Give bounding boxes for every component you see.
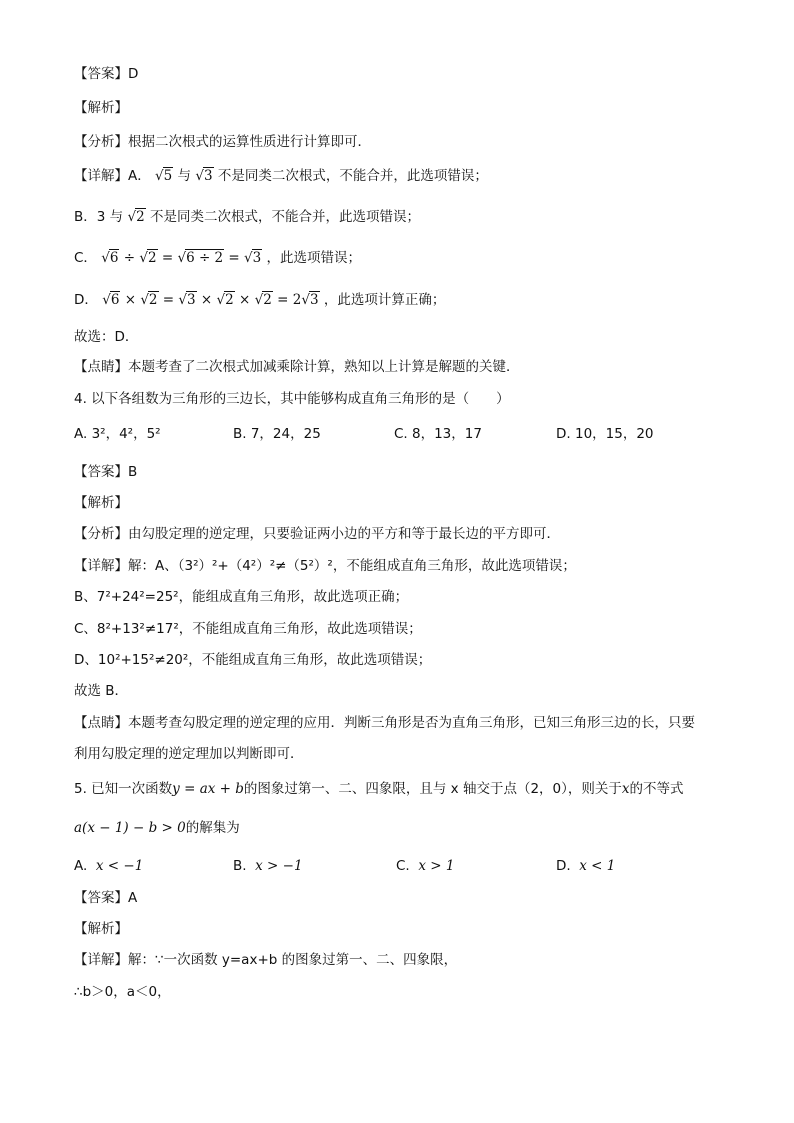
q5-option-c: C. x > 1 (396, 858, 455, 874)
q5-conclusion: ∴b＞0，a＜0， (74, 984, 171, 1000)
q5-stem-end: 的不等式 (629, 781, 684, 797)
q4-detail-d: D、10²+15²≠20²，不能组成直角三角形，故此选项错误； (74, 652, 432, 668)
q5-variable-x: x (621, 781, 630, 797)
q4-option-a: A. 3²，4²，5² (74, 426, 161, 442)
q5-answer: 【答案】A (74, 890, 138, 906)
q4-detail-b: B、7²+24²=25²，能组成直角三角形，故此选项正确； (74, 589, 409, 605)
q3-detail-mid: 与 (177, 168, 192, 184)
q3-detail-b (74, 207, 420, 227)
q3-c-formula: √6 ÷ √2 = √6 ÷ 2 = √3 (101, 250, 262, 266)
q3-analysis-heading: 【解析】 (74, 100, 128, 116)
q5-option-a: A. x < −1 (74, 858, 144, 874)
q3-detail-a (74, 166, 488, 186)
q5-detail: 【详解】解：∵一次函数 y=ax+b 的图象过第一、二、四象限， (74, 952, 458, 968)
q3-fenxi: 【分析】根据二次根式的运算性质进行计算即可． (74, 134, 371, 150)
q3-c-text: ，此选项错误； (266, 250, 362, 266)
q4-analysis-heading: 【解析】 (74, 495, 128, 511)
q5-function-expr: y = ax + b (172, 781, 244, 797)
q5-stem-middle: 的图象过第一、二、四象限，且与 x 轴交于点（2，0），则关于 (243, 781, 622, 797)
q3-d-formula: √6 × √2 = √3 × √2 × √2 = 2√3 (102, 292, 319, 308)
q5-stem-start: 5. 已知一次函数 (74, 781, 173, 797)
q3-d-text: ，此选项计算正确； (323, 292, 446, 308)
q4-detail: 【详解】解：A、（3²）²+（4²）²≠（5²）²，不能组成直角三角形，故此选项错误； (74, 558, 576, 574)
q3-detail-prefix: 【详解】A． (74, 168, 151, 184)
q3-b-prefix: B．3 与 (74, 209, 124, 225)
q5-option-d: D. x < 1 (556, 858, 616, 874)
q4-dianjing-1: 【点睛】本题考查勾股定理的逆定理的应用．判断三角形是否为直角三角形，已知三角形三边的长，只要 (74, 715, 695, 731)
q3-c-prefix: C． (74, 250, 97, 266)
q5-stem-tail: 的解集为 (185, 820, 240, 836)
q3-b-text: 不是同类二次根式，不能合并，此选项错误； (149, 209, 420, 225)
q3-detail-c (74, 248, 361, 268)
q4-stem: 4. 以下各组数为三角形的三边长，其中能够构成直角三角形的是（ ） (74, 391, 510, 407)
q4-dianjing-2: 利用勾股定理的逆定理加以判断即可． (74, 746, 304, 762)
q3-d-prefix: D． (74, 292, 98, 308)
q3-detail-a-text: 不是同类二次根式，不能合并，此选项错误； (217, 168, 488, 184)
q4-option-d: D. 10，15，20 (556, 426, 654, 442)
q5-stem-line-1 (74, 779, 684, 799)
sqrt-5: √5 (155, 168, 173, 184)
q4-detail-c: C、8²+13²≠17²，不能组成直角三角形，故此选项错误； (74, 621, 422, 637)
q5-option-b: B. x > −1 (233, 858, 303, 874)
q3-answer: 【答案】D (74, 66, 139, 82)
q4-option-b: B. 7，24，25 (233, 426, 321, 442)
q5-analysis-heading: 【解析】 (74, 921, 128, 937)
q4-choose: 故选 B． (74, 683, 129, 699)
q3-dianjing: 【点睛】本题考查了二次根式加减乘除计算，熟知以上计算是解题的关键． (74, 359, 520, 375)
q4-answer: 【答案】B (74, 464, 138, 480)
sqrt-2: √2 (127, 209, 145, 225)
sqrt-3: √3 (195, 168, 213, 184)
q4-option-c: C. 8，13，17 (394, 426, 482, 442)
q4-fenxi: 【分析】由勾股定理的逆定理，只要验证两小边的平方和等于最长边的平方即可． (74, 526, 560, 542)
q5-inequality-expr: a(x − 1) − b > 0 (74, 820, 186, 836)
q3-choose: 故选：D． (74, 329, 139, 345)
q3-detail-d (74, 290, 445, 310)
q5-stem-line-2 (74, 818, 240, 838)
